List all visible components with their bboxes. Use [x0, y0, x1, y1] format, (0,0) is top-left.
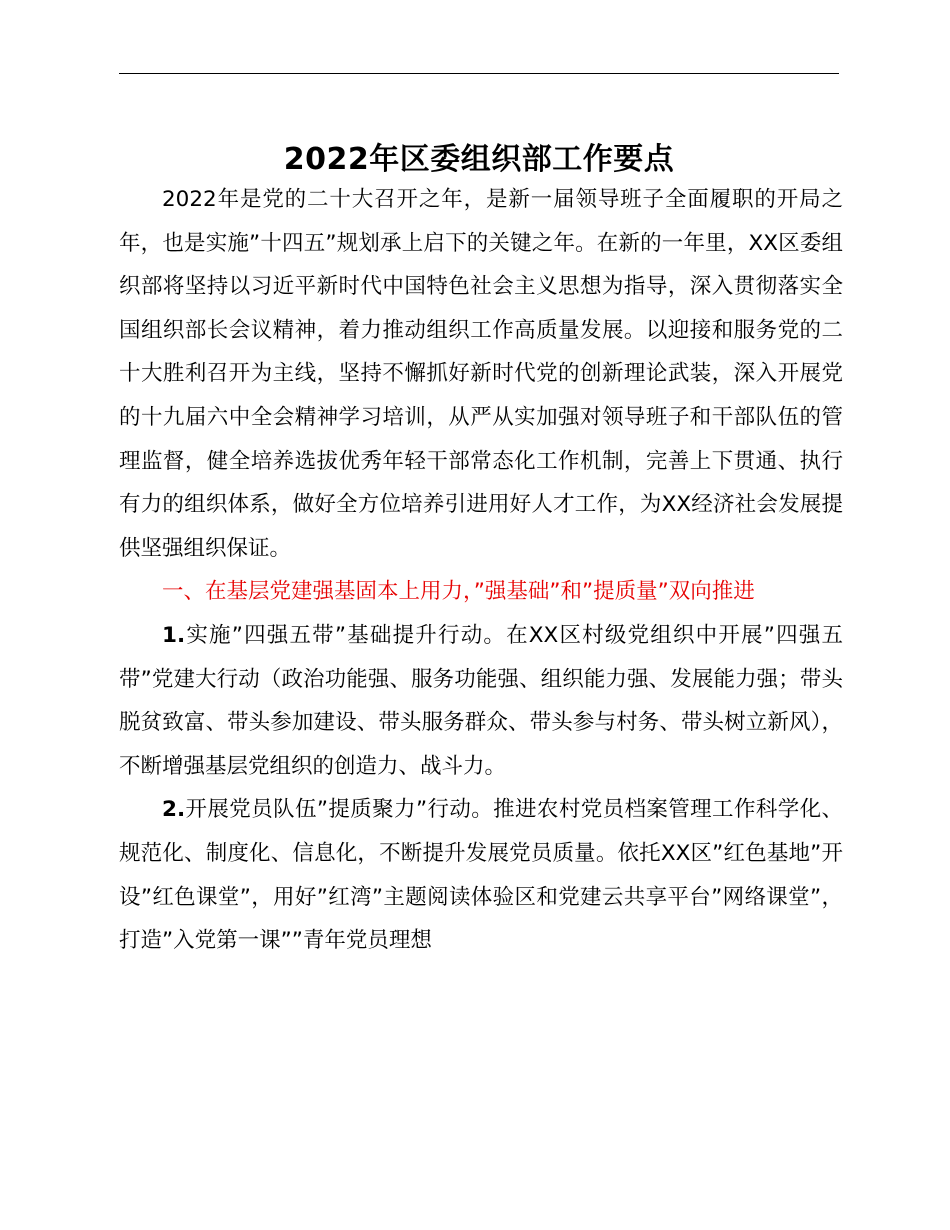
item-title-1: 实施”四强五带”基础提升行动。: [185, 622, 507, 648]
item-paragraph-1: [119, 614, 843, 788]
header-rule: [119, 73, 839, 74]
item-title-2: 开展党员队伍”提质聚力”行动。: [185, 797, 494, 823]
document-title: 2022年区委组织部工作要点: [283, 142, 675, 177]
item-text-1: 在XX区村级党组织中开展”四强五带”党建大行动（政治功能强、服务功能强、组织能力强、发展能力强；带头脱贫致富、带头参加建设、带头服务群众、带头参与村务、带头树立新风），不断增强基层党组织的创造力、战斗力。: [119, 622, 843, 779]
item-number-2: 2.: [162, 797, 186, 823]
item-text-2: 推进农村党员档案管理工作科学化、规范化、制度化、信息化，不断提升发展党员质量。依托XX区”红色基地”开设”红色课堂”，用好”红湾”主题阅读体验区和党建云共享平台”网络课堂”，打造”入党第一课””青年党员理想: [119, 797, 843, 954]
intro-paragraph: 2022年是党的二十大召开之年，是新一届领导班子全面履职的开局之年，也是实施”十四五”规划承上启下的关键之年。在新的一年里，XX区委组织部将坚持以习近平新时代中国特色社会主义思想为指导，深入贯彻落实全国组织部长会议精神，着力推动组织工作高质量发展。以迎接和服务党的二十大胜利召开为主线，坚持不懈抓好新时代党的创新理论武装，深入开展党的十九届六中全会精神学习培训，从严从实加强对领导班子和干部队伍的管理监督，健全培养选拔优秀年轻干部常态化工作机制，完善上下贯通、执行有力的组织体系，做好全方位培养引进用好人才工作，为XX经济社会发展提供坚强组织保证。: [119, 187, 843, 561]
document-body: [119, 178, 843, 963]
item-number-1: 1.: [162, 622, 186, 648]
section-heading-1: 一、在基层党建强基固本上用力，”强基础”和”提质量”双向推进: [162, 579, 755, 605]
item-paragraph-2: [119, 788, 843, 962]
